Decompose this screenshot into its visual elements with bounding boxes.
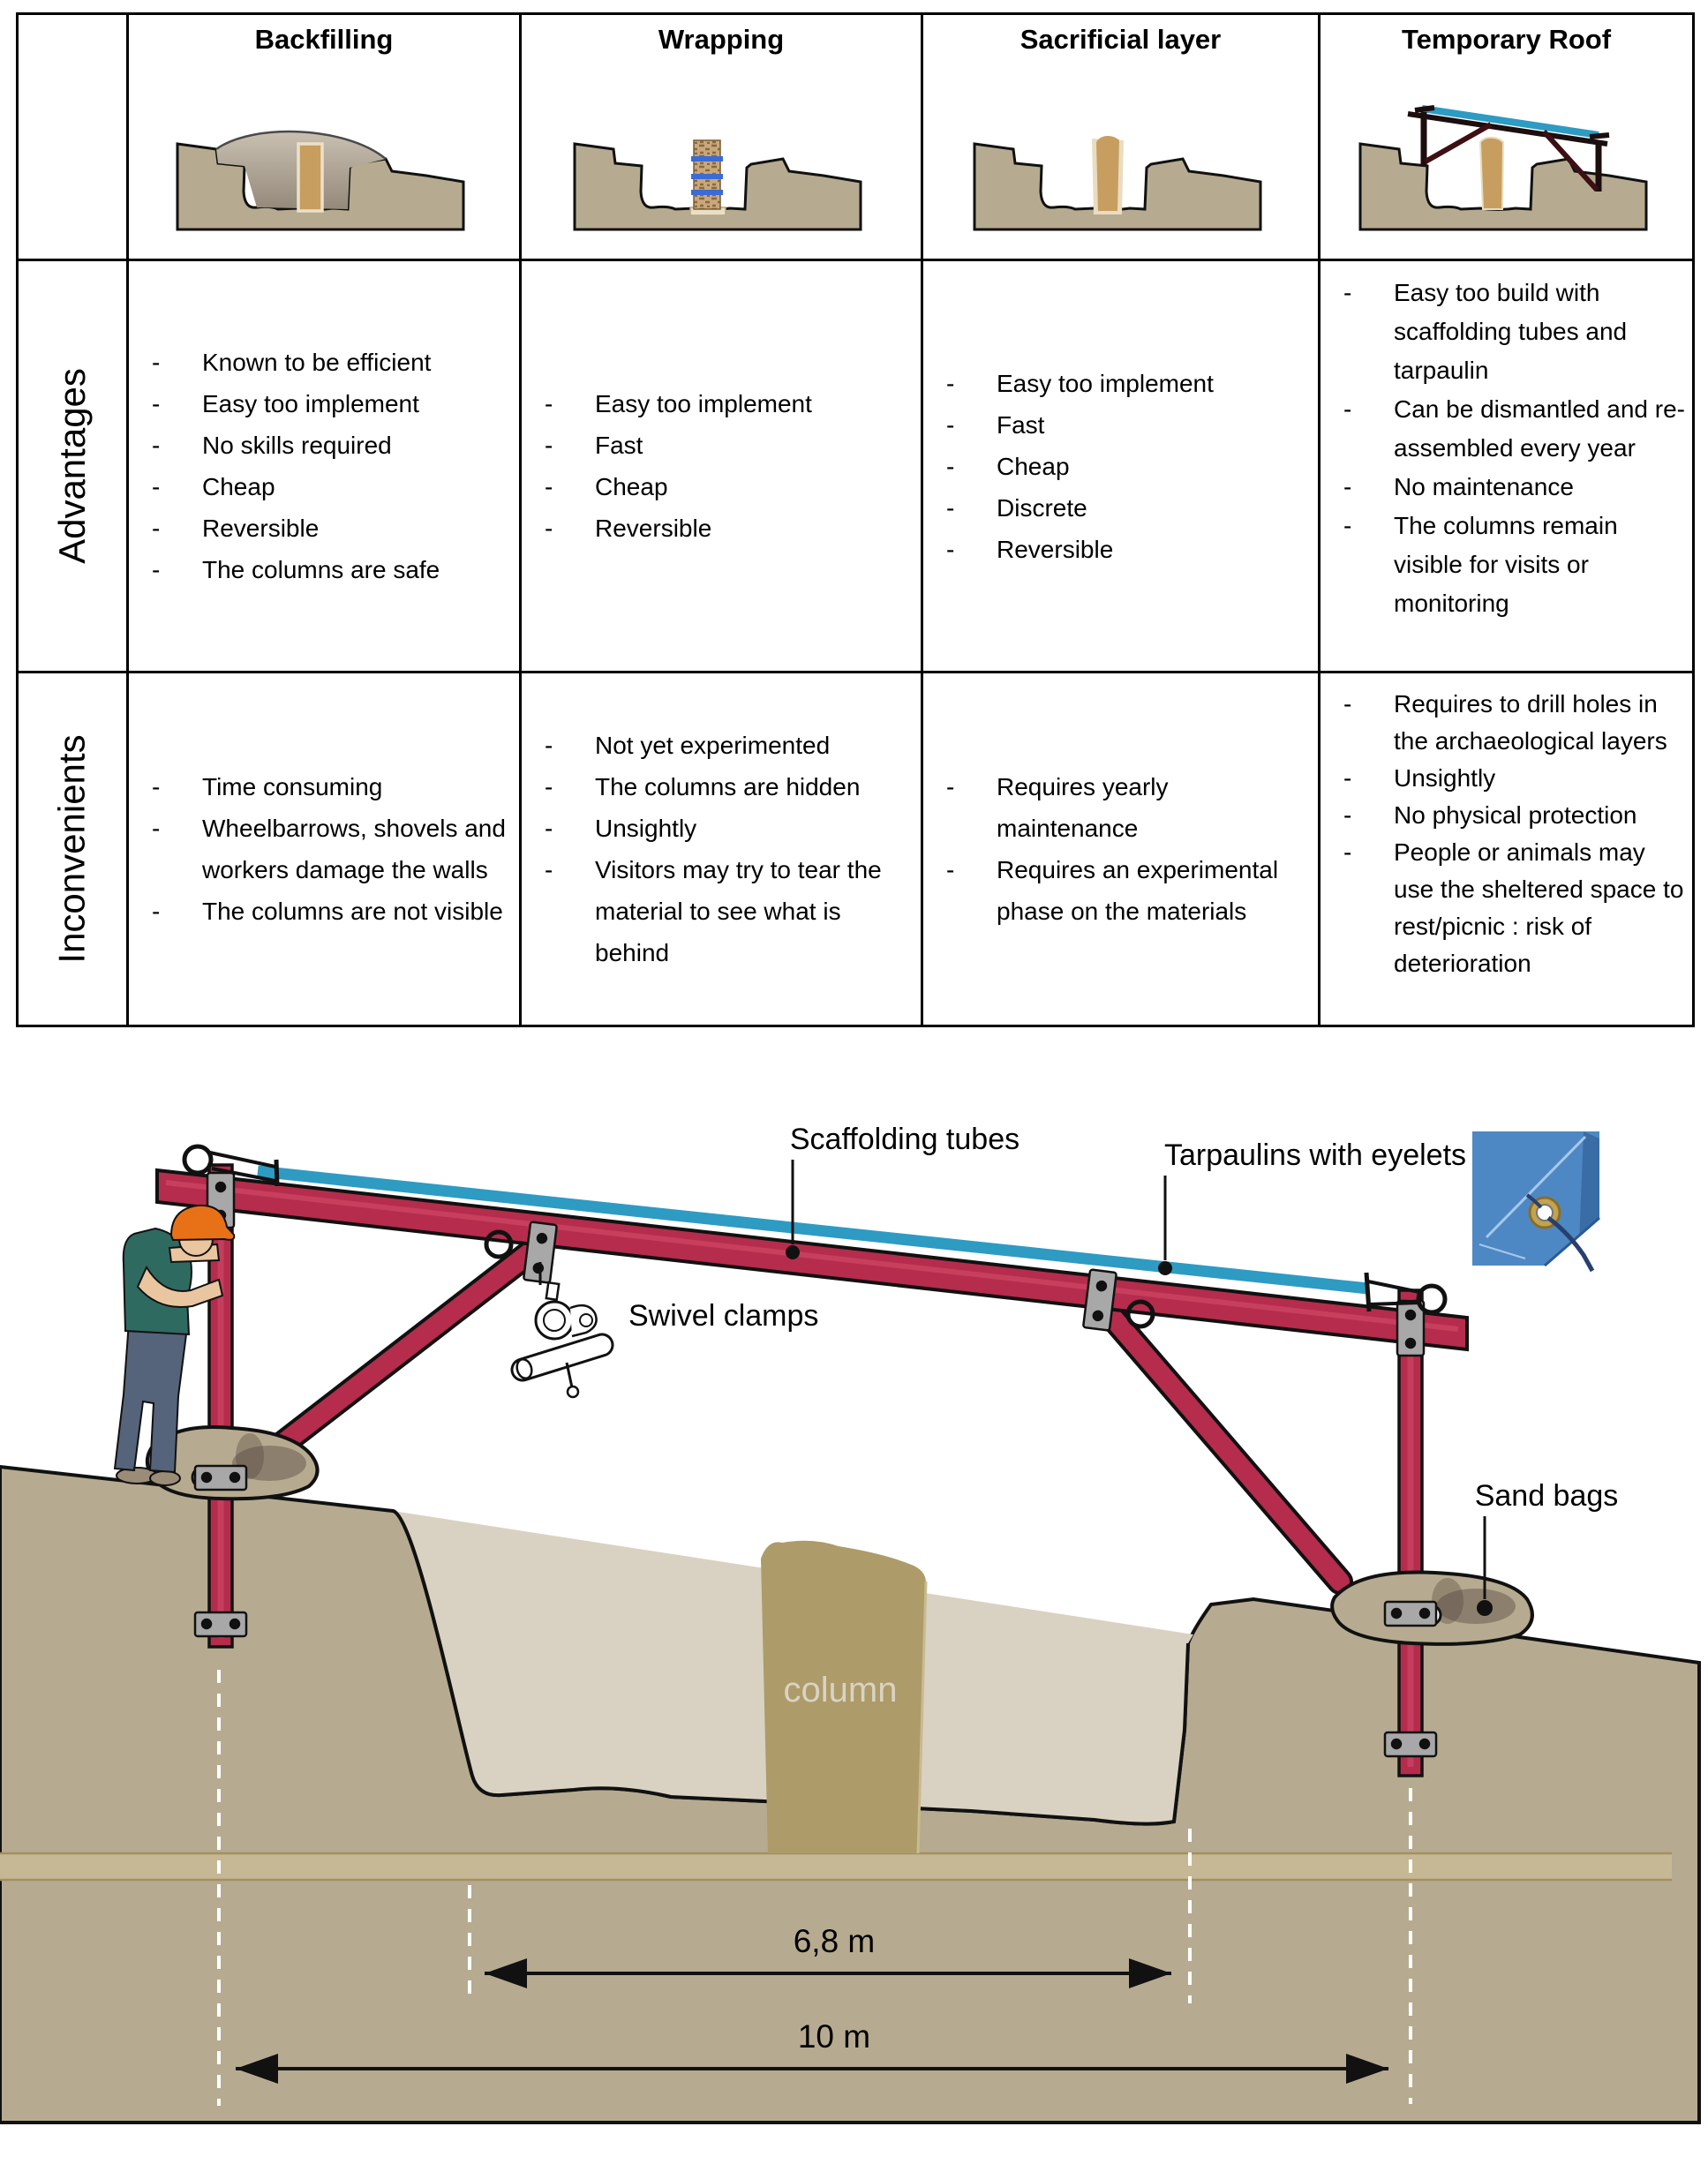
list-item: - People or animals may use the sheltered space to rest/picnic : risk of deterioration bbox=[1343, 838, 1684, 977]
swivel-clamp-drawing bbox=[515, 1282, 602, 1397]
backfilling-illustration-icon bbox=[165, 59, 483, 236]
list-item: - Can be dismantled and re-assembled every year bbox=[1343, 395, 1685, 462]
list-item: - Easy too build with scaffolding tubes and tarpaulin bbox=[1343, 279, 1628, 384]
worker-legs bbox=[115, 1322, 187, 1472]
list-item: - Fast bbox=[946, 410, 1045, 439]
list-item: - Not yet experimented bbox=[545, 732, 831, 759]
cell-sacrificial-advantages bbox=[921, 259, 1318, 671]
wrapping-illustration-icon bbox=[562, 59, 880, 236]
header-temporary-roof bbox=[1318, 15, 1692, 259]
list-item: - Easy too implement bbox=[946, 369, 1214, 397]
scaffolding-tubes-label: Scaffolding tubes bbox=[789, 1123, 1020, 1156]
list-item: - Fast bbox=[545, 432, 643, 459]
column-title: Backfilling bbox=[254, 24, 394, 55]
temporary-roof-diagram bbox=[0, 1094, 1708, 2164]
list-item: - Requires yearly maintenance bbox=[946, 773, 1169, 842]
header-backfilling bbox=[126, 15, 519, 259]
list-item: - Cheap bbox=[946, 452, 1070, 480]
list-item: - Easy too implement bbox=[152, 390, 419, 417]
list-item: - Cheap bbox=[152, 473, 275, 500]
clamp-post-left-upper bbox=[195, 1466, 246, 1490]
cell-temporary-roof-advantages bbox=[1318, 259, 1692, 671]
clamp-post-right-upper bbox=[1385, 1602, 1436, 1626]
list-item: - The columns remain visible for visits or monitoring bbox=[1343, 512, 1618, 617]
list-item: - No skills required bbox=[152, 432, 392, 459]
column-title: Wrapping bbox=[658, 24, 785, 55]
cell-backfilling-inconvenients bbox=[126, 671, 519, 1025]
list-item: - Unsightly bbox=[1343, 764, 1496, 792]
clamp-beam-right-diagonal bbox=[1083, 1269, 1117, 1330]
clamp-post-right-lower bbox=[1385, 1732, 1436, 1756]
list-item: - Time consuming bbox=[152, 773, 383, 800]
column-label: column bbox=[783, 1671, 898, 1709]
cell-sacrificial-inconvenients bbox=[921, 671, 1318, 1025]
comparison-table bbox=[16, 12, 1695, 1027]
list-item: - Reversible bbox=[152, 515, 320, 542]
row-label-inconvenients: Inconvenients bbox=[19, 671, 126, 1025]
temporary-roof-illustration-icon bbox=[1348, 59, 1666, 236]
tarpaulin-photo bbox=[1472, 1131, 1599, 1271]
cell-wrapping-advantages bbox=[519, 259, 921, 671]
header-wrapping bbox=[519, 15, 921, 259]
list-item: - Requires an experimental phase on the materials bbox=[946, 856, 1279, 925]
sacrificial-layer-illustration-icon bbox=[962, 59, 1280, 236]
clamp-post-top-right bbox=[1397, 1301, 1424, 1356]
table-corner-cell bbox=[19, 15, 126, 259]
column-title: Temporary Roof bbox=[1401, 24, 1612, 55]
worker-shoe bbox=[150, 1471, 180, 1485]
list-item: - Known to be efficient bbox=[152, 349, 432, 376]
list-item: - The columns are hidden bbox=[545, 773, 861, 800]
row-label-advantages: Advantages bbox=[19, 259, 126, 671]
cell-temporary-roof-inconvenients bbox=[1318, 671, 1692, 1025]
column-title: Sacrificial layer bbox=[1020, 24, 1222, 55]
list-item: - No maintenance bbox=[1343, 473, 1574, 500]
list-item: - Unsightly bbox=[545, 815, 697, 842]
list-item: - Wheelbarrows, shovels and workers damage the walls bbox=[152, 815, 506, 883]
cell-wrapping-inconvenients bbox=[519, 671, 921, 1025]
list-item: - Discrete bbox=[946, 493, 1087, 522]
sand-bags-label: Sand bags bbox=[1474, 1479, 1619, 1513]
archaeological-column bbox=[761, 1541, 926, 1853]
callouts bbox=[540, 1123, 1618, 1616]
list-item: - Reversible bbox=[545, 515, 712, 542]
dimension-inner-label: 6,8 m bbox=[793, 1923, 876, 1959]
cell-backfilling-advantages bbox=[126, 259, 519, 671]
stratum-band bbox=[0, 1853, 1672, 1880]
list-item: - Reversible bbox=[946, 535, 1114, 563]
list-item: - No physical protection bbox=[1343, 801, 1637, 829]
list-item: - Easy too implement bbox=[545, 390, 812, 417]
list-item: - Visitors may try to tear the material to see what is behind bbox=[545, 856, 882, 966]
list-item: - The columns are not visible bbox=[152, 898, 503, 925]
dimension-outer-label: 10 m bbox=[797, 2018, 871, 2055]
swivel-clamps-label: Swivel clamps bbox=[628, 1299, 819, 1333]
tarpaulins-label: Tarpaulins with eyelets bbox=[1163, 1138, 1467, 1172]
clamp-post-left-lower bbox=[195, 1612, 246, 1636]
header-sacrificial-layer bbox=[921, 15, 1318, 259]
list-item: - Requires to drill holes in the archaeological layers bbox=[1343, 690, 1667, 755]
list-item: - The columns are safe bbox=[152, 556, 440, 583]
list-item: - Cheap bbox=[545, 473, 668, 500]
